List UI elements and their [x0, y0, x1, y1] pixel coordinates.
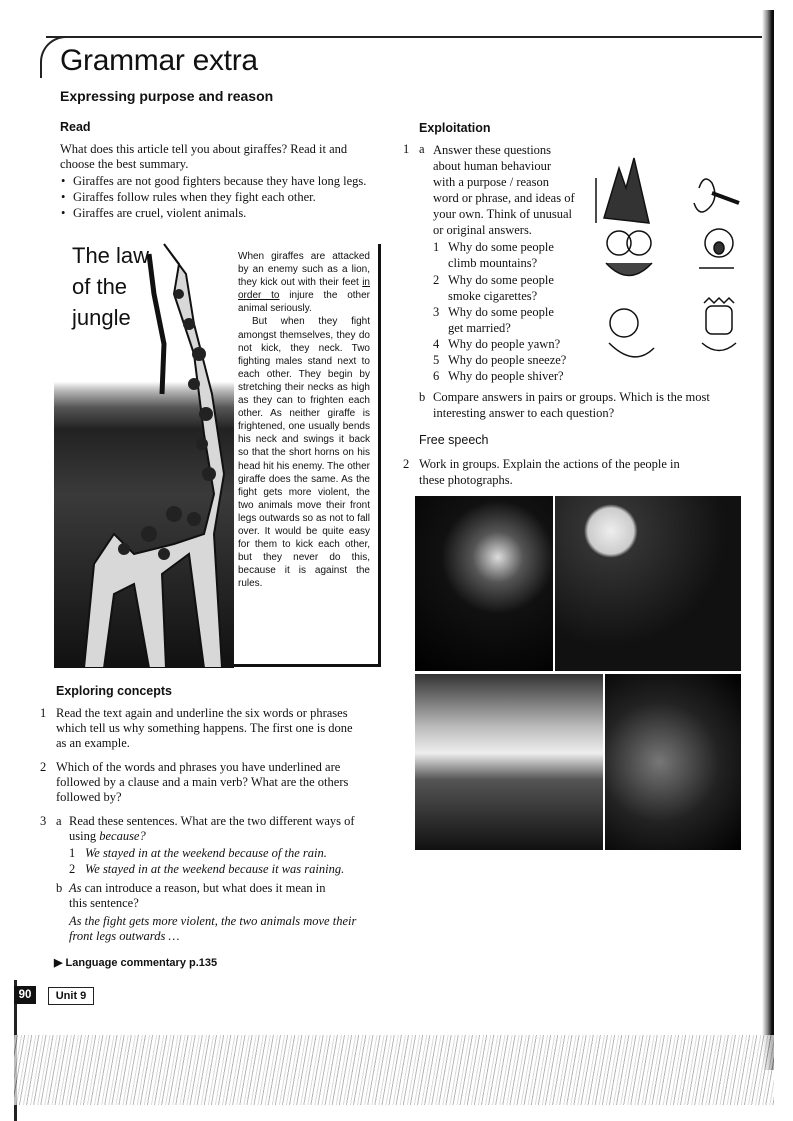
page-frame-top [46, 36, 766, 38]
exploring-q1-line: as an example. [56, 736, 130, 750]
example-number: 1 [69, 846, 76, 860]
free-speech-line: these photographs. [419, 473, 513, 487]
example-sentence: front legs outwards … [69, 929, 180, 943]
free-speech-line: Work in groups. Explain the actions of the people in [419, 457, 680, 471]
example-sentence: We stayed in at the weekend because it was raining. [85, 862, 345, 876]
question-letter: b [419, 390, 426, 404]
exploring-q3a-line: Read these sentences. What are the two different ways of [69, 814, 355, 828]
item-line: Why do people yawn? [448, 337, 561, 351]
item-number: 6 [433, 369, 440, 383]
shivering-sketch [702, 298, 736, 351]
item-number: 5 [433, 353, 440, 367]
question-number: 2 [403, 457, 410, 471]
photo-moon-gazers [555, 496, 741, 671]
exploitation-q1a-line: about human behaviour [433, 159, 552, 173]
exploring-q3b-line: As can introduce a reason, but what does it mean in [69, 881, 326, 895]
item-line: smoke cigarettes? [448, 289, 538, 303]
exploitation-q1b-line: Compare answers in pairs or groups. Which is the most [433, 390, 710, 404]
item-line: Why do some people [448, 273, 554, 287]
question-letter: b [56, 881, 63, 895]
item-number: 3 [433, 305, 440, 319]
item-number: 2 [433, 273, 440, 287]
example-sentence: As the fight gets more violent, the two animals move their [69, 914, 357, 928]
unit-label: Unit 9 [48, 987, 94, 1005]
summary-option: • Giraffes are cruel, violent animals. [61, 206, 247, 220]
photo-table-tennis [415, 496, 553, 671]
question-number: 1 [403, 142, 410, 156]
free-speech-heading: Free speech [419, 433, 489, 447]
exploitation-q1a-line: Answer these questions [433, 143, 552, 157]
mountain-climber-sketch [596, 158, 649, 223]
smoker-sketch [694, 179, 739, 212]
exploitation-q1a-line: or original answers. [433, 223, 532, 237]
read-intro-line1: What does this article tell you about giraffes? Read it and [60, 142, 348, 156]
sneezing-sketch [609, 309, 654, 357]
summary-option: • Giraffes follow rules when they fight each other. [61, 190, 316, 204]
exploitation-q1a-line: your own. Think of unusual [433, 207, 572, 221]
question-number: 2 [40, 760, 47, 774]
exploitation-heading: Exploitation [419, 121, 491, 135]
exploring-q2-line: followed by? [56, 790, 122, 804]
page-number: 90 [14, 986, 36, 1004]
question-number: 3 [40, 814, 47, 828]
article-title: The law of the jungle [72, 243, 150, 330]
exploitation-q1b-line: interesting answer to each question? [433, 406, 615, 420]
exploitation-q1a-line: with a purpose / reason [433, 175, 549, 189]
article-text: When giraffes are attacked by an enemy such as a lion, they kick out with their feet in order to injure the other animal seriously. But when they fight amongst themselves, they do not kick, they neck. Two fighting males stand next to each other. They begin by stretching their necks as high as they can to frighten each other. As neither giraffe is frightened, one usually bends his neck and swings it back so that the short horns on his head hit his enemy. The other giraffe does the same. As the fight gets more violent, the two animals move their front legs outwards so as not to fall over. It would be quite easy for them to kick each other, but they never do this, because it is against the rules. [238, 251, 371, 590]
item-line: Why do some people [448, 240, 554, 254]
exploring-q3b-line: this sentence? [69, 896, 139, 910]
underlined-phrase: in order to [238, 277, 370, 302]
item-line: Why do people shiver? [448, 369, 564, 383]
photo-group-faces [605, 674, 741, 850]
exploring-q2-line: followed by a clause and a main verb? What are the others [56, 775, 349, 789]
page-title: Grammar extra [60, 44, 258, 77]
play-arrow-icon: ▶ [54, 957, 63, 969]
exploring-q1-line: which tell us why something happens. The first one is done [56, 721, 353, 735]
exploring-heading: Exploring concepts [56, 684, 172, 698]
exploring-q2-line: Which of the words and phrases you have underlined are [56, 760, 341, 774]
couple-sketch [606, 231, 652, 276]
photo-boxing-ring [415, 674, 603, 850]
page-margin [774, 0, 793, 1121]
item-line: Why do some people [448, 305, 554, 319]
item-number: 1 [433, 240, 440, 254]
page-subtitle: Expressing purpose and reason [60, 88, 274, 104]
read-intro-line2: choose the best summary. [60, 157, 189, 171]
scan-noise [14, 1035, 774, 1105]
exploitation-q1a-line: word or phrase, and ideas of [433, 191, 575, 205]
item-line: climb mountains? [448, 256, 538, 270]
yawning-sketch [699, 229, 734, 268]
question-letter: a [419, 142, 425, 156]
language-commentary-link[interactable]: ▶ Language commentary p.135 [54, 957, 218, 969]
exploring-q1-line: Read the text again and underline the six words or phrases [56, 706, 348, 720]
item-line: Why do people sneeze? [448, 353, 567, 367]
item-line: get married? [448, 321, 511, 335]
summary-option: • Giraffes are not good fighters because they have long legs. [61, 174, 367, 188]
question-letter: a [56, 814, 62, 828]
example-number: 2 [69, 862, 76, 876]
exploring-q3a-line: using because? [69, 829, 146, 843]
question-number: 1 [40, 706, 47, 720]
cartoon-sketches [594, 148, 754, 378]
item-number: 4 [433, 337, 440, 351]
example-sentence: We stayed in at the weekend because of the rain. [85, 846, 327, 860]
read-heading: Read [60, 120, 91, 134]
